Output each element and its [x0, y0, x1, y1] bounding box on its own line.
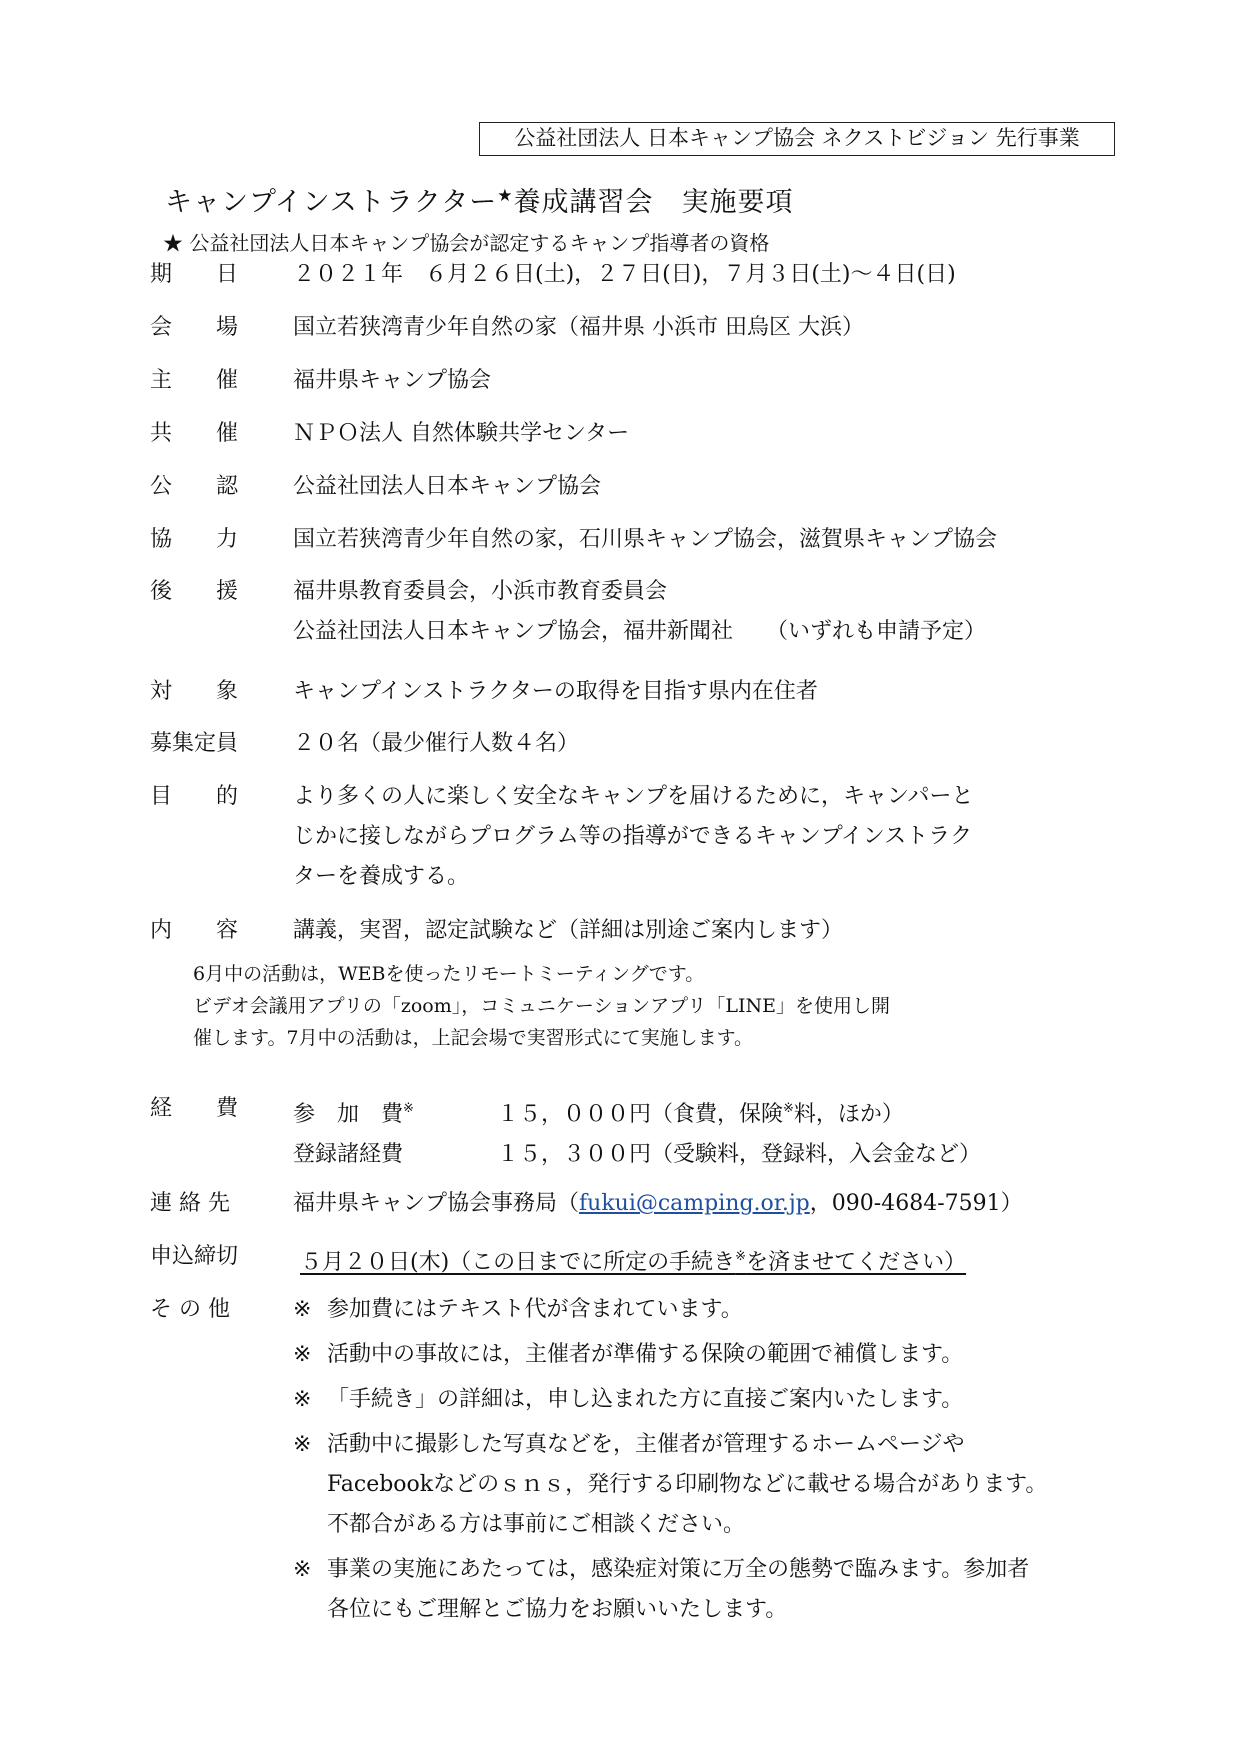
row-value: 講義，実習，認定試験など（詳細は別途ご案内します）	[293, 918, 844, 943]
row-value: 福井県キャンプ協会	[293, 368, 492, 393]
contact-email-link[interactable]: fukui@camping.or.jp	[579, 1191, 810, 1216]
content-notes	[193, 958, 993, 1054]
deadline-value	[300, 1237, 1130, 1283]
kome-mark: ※	[783, 1101, 794, 1116]
other-notes	[293, 1290, 1133, 1630]
page-title	[165, 180, 793, 219]
fee-label-text: 参 加 費	[293, 1102, 404, 1127]
content-note-2: ビデオ会議用アプリの「zoom」，コミュニケーションアプリ「LINE」を使用し開	[193, 995, 890, 1017]
kome-mark: ※	[293, 1557, 312, 1582]
purpose-line-1: より多くの人に楽しく安全なキャンプを届けるために，キャンパーと	[293, 784, 974, 809]
cost-registration-line	[293, 1135, 1123, 1175]
kome-mark: ※	[293, 1342, 312, 1367]
row-value: ＮＰＯ法人 自然体験共学センター	[293, 421, 630, 446]
row-label: 連 絡 先	[150, 1191, 230, 1216]
row-value	[293, 1089, 1123, 1175]
other-note	[293, 1290, 1133, 1330]
kome-mark: ※	[293, 1387, 312, 1412]
row-label: 目 的	[150, 784, 239, 809]
kome-mark: ※	[735, 1249, 747, 1264]
fee-value-text: １５，０００円（食費，保険	[475, 1102, 784, 1127]
purpose-line-3: ターを養成する。	[293, 864, 470, 889]
row-label: 主 催	[150, 368, 239, 393]
kome-mark: ※	[293, 1297, 312, 1322]
row-label: 募集定員	[150, 731, 239, 756]
purpose-line-2: じかに接しながらプログラム等の指導ができるキャンプインストラク	[293, 824, 973, 849]
content-note-1: 6月中の活動は，WEBを使ったリモートミーティングです。	[193, 963, 705, 985]
row-label: 対 象	[150, 679, 239, 704]
star-icon: ★	[497, 186, 514, 206]
note-line: 活動中の事故には，主催者が準備する保険の範囲で補償します。	[327, 1342, 964, 1367]
row-label: 内 容	[150, 918, 239, 943]
row-label: 後 援	[150, 579, 239, 604]
content-note-3: 催します。7月中の活動は，上記会場で実習形式にて実施します。	[193, 1027, 754, 1049]
cost-reg-value: １５，３００円（受験料，登録料，入会金など）	[475, 1142, 982, 1167]
row-label: 公 認	[150, 474, 239, 499]
deadline-tail: を済ませてください）	[746, 1250, 967, 1275]
row-label: 共 催	[150, 421, 239, 446]
row-value: 国立若狭湾青少年自然の家，石川県キャンプ協会，滋賀県キャンプ協会	[293, 527, 998, 552]
other-note	[293, 1425, 1133, 1545]
row-label: 経 費	[150, 1096, 239, 1121]
note-line: 活動中に撮影した写真などを，主催者が管理するホームページや	[327, 1432, 965, 1457]
row-value: ２０２１年 ６月２６日(土)，２７日(日)，７月３日(土)～４日(日)	[293, 262, 956, 287]
contact-prefix: 福井県キャンプ協会事務局（	[293, 1191, 580, 1216]
support-line-1: 福井県教育委員会，小浜市教育委員会	[293, 579, 668, 604]
cost-fee-line	[293, 1089, 1123, 1135]
row-label: 申込締切	[150, 1244, 239, 1269]
row-value: ２０名（最少催行人数４名）	[293, 731, 580, 756]
other-note	[293, 1380, 1133, 1420]
note-line: 不都合がある方は事前にご相談ください。	[327, 1512, 746, 1537]
other-note	[293, 1335, 1133, 1375]
program-tag-box: 公益社団法人 日本キャンプ協会 ネクストビジョン 先行事業	[479, 122, 1115, 156]
row-value	[293, 1184, 1123, 1224]
row-value	[293, 777, 1123, 897]
row-label: 会 場	[150, 315, 239, 340]
kome-mark: ※	[403, 1101, 414, 1116]
row-value: 国立若狭湾青少年自然の家（福井県 小浜市 田烏区 大浜）	[293, 315, 864, 340]
note-line: 事業の実施にあたっては，感染症対策に万全の態勢で臨みます。参加者	[327, 1557, 1030, 1582]
support-line-2: 公益社団法人日本キャンプ協会，福井新聞社 （いずれも申請予定）	[293, 619, 987, 644]
note-line: 各位にもご理解とご協力をお願いいたします。	[327, 1597, 788, 1622]
row-value: キャンプインストラクターの取得を目指す県内在住者	[293, 679, 818, 704]
other-note	[293, 1550, 1133, 1630]
row-label: 期 日	[150, 262, 239, 287]
row-value: 公益社団法人日本キャンプ協会	[293, 474, 602, 499]
cost-fee-value	[475, 1089, 904, 1135]
row-label: 協 力	[150, 527, 239, 552]
cost-fee-label	[293, 1089, 475, 1135]
row-value	[293, 572, 1123, 652]
note-line: 参加費にはテキスト代が含まれています。	[327, 1297, 743, 1322]
cost-reg-label: 登録諸経費	[293, 1142, 404, 1167]
fee-value-tail: 料，ほか）	[793, 1102, 904, 1127]
title-rest: 養成講習会 実施要項	[513, 187, 794, 218]
row-label: そ の 他	[150, 1297, 230, 1322]
kome-mark: ※	[293, 1432, 312, 1457]
deadline-text: ５月２０日(木)（この日までに所定の手続き	[300, 1250, 736, 1275]
subtitle-note: ★ 公益社団法人日本キャンプ協会が認定するキャンプ指導者の資格	[163, 231, 770, 255]
title-main: キャンプインストラクター	[165, 187, 498, 218]
note-line: Facebookなどのｓｎｓ，発行する印刷物などに載せる場合があります。	[327, 1472, 1048, 1497]
note-line: 「手続き」の詳細は，申し込まれた方に直接ご案内いたします。	[327, 1387, 964, 1412]
contact-suffix: ，090-4684-7591）	[809, 1191, 1023, 1216]
